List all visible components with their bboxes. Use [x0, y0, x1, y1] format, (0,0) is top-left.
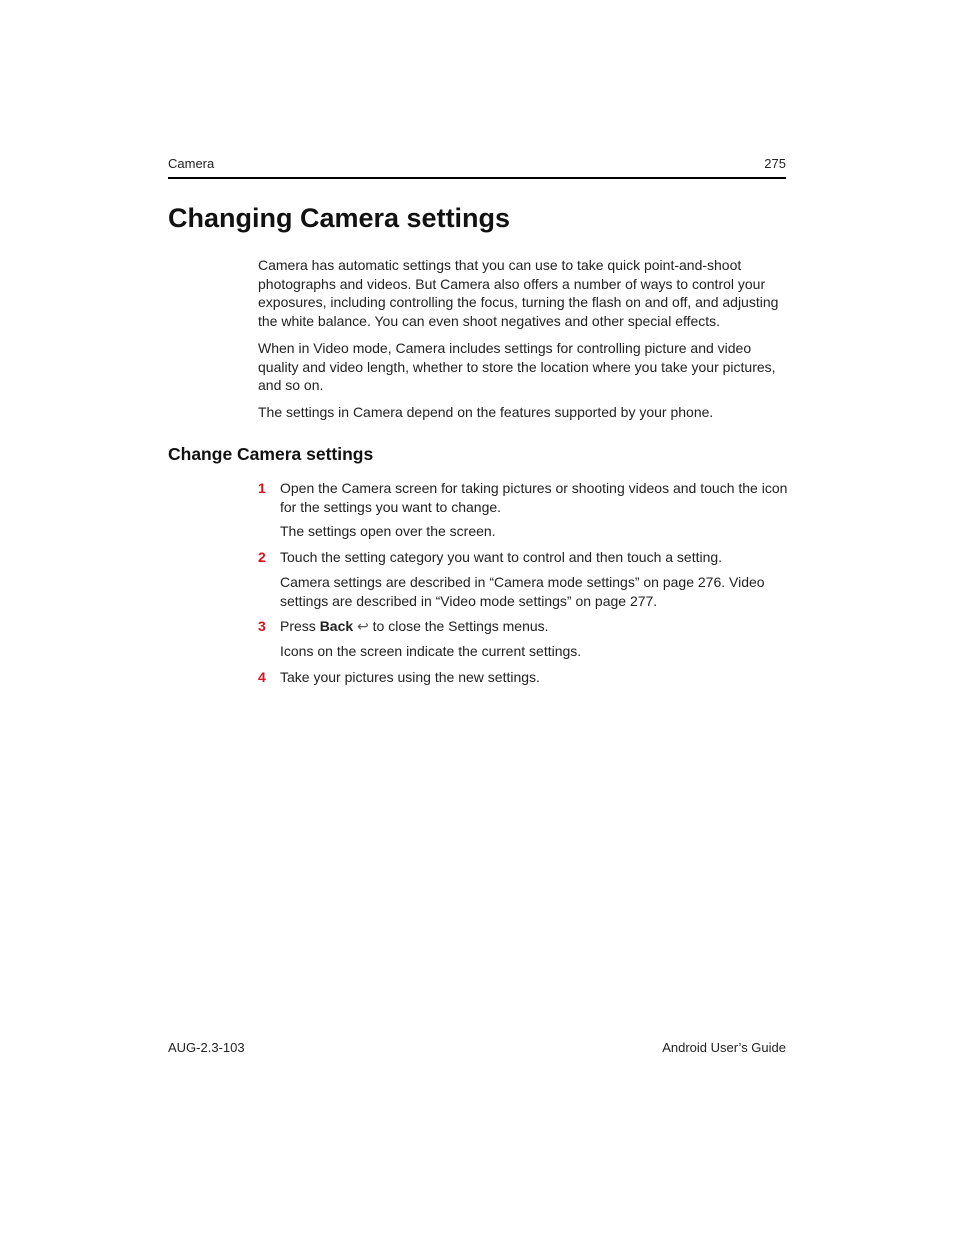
step-text: Touch the setting category you want to control and then touch a setting. — [280, 549, 723, 566]
footer-guide-title: Android User’s Guide — [662, 1040, 786, 1055]
intro — [258, 256, 788, 430]
step-number: 4 — [258, 668, 266, 685]
step — [258, 479, 788, 516]
back-icon: ↩ — [357, 618, 369, 635]
step-number: 3 — [258, 618, 266, 635]
step-note: The settings open over the screen. — [280, 523, 496, 540]
footer-doc-id: AUG-2.3-103 — [168, 1040, 245, 1055]
page-title: Changing Camera settings — [168, 203, 511, 233]
step-text: Press — [280, 618, 320, 635]
paragraph: The settings in Camera depend on the features supported by your phone. — [258, 403, 714, 420]
steps-list — [258, 479, 788, 692]
back-key-label: Back — [319, 618, 354, 635]
section-heading: Change Camera settings — [168, 444, 374, 464]
running-header — [168, 155, 786, 179]
step-number: 1 — [258, 480, 266, 496]
step — [258, 548, 788, 567]
step-text: Take your pictures using the new settings. — [280, 668, 540, 685]
step — [258, 617, 788, 636]
paragraph: Camera has automatic settings that you can use to take quick point-and-shoot photographs and videos. But Camera also offers a number of ways to control your exposures, including controlling the focus, turning the flash on and off, and adjusting the white balance. You can even shoot negatives and other special effects. — [258, 257, 779, 330]
step-number: 2 — [258, 549, 266, 566]
step — [258, 668, 788, 687]
header-section: Camera — [168, 156, 215, 171]
step-note: Camera settings are described in “Camera mode settings” on page 276. Video settings are described in “Video mode settings” on page 277. — [280, 573, 765, 609]
step-note: Icons on the screen indicate the current settings. — [280, 642, 582, 659]
step-text: Open the Camera screen for taking pictures or shooting videos and touch the icon for the settings you want to change. — [280, 480, 788, 515]
step-text: to close the Settings menus. — [368, 618, 549, 635]
page-number: 275 — [764, 156, 786, 171]
paragraph: When in Video mode, Camera includes settings for controlling picture and video quality and video length, whether to store the location where you take your pictures, and so on. — [258, 339, 776, 394]
